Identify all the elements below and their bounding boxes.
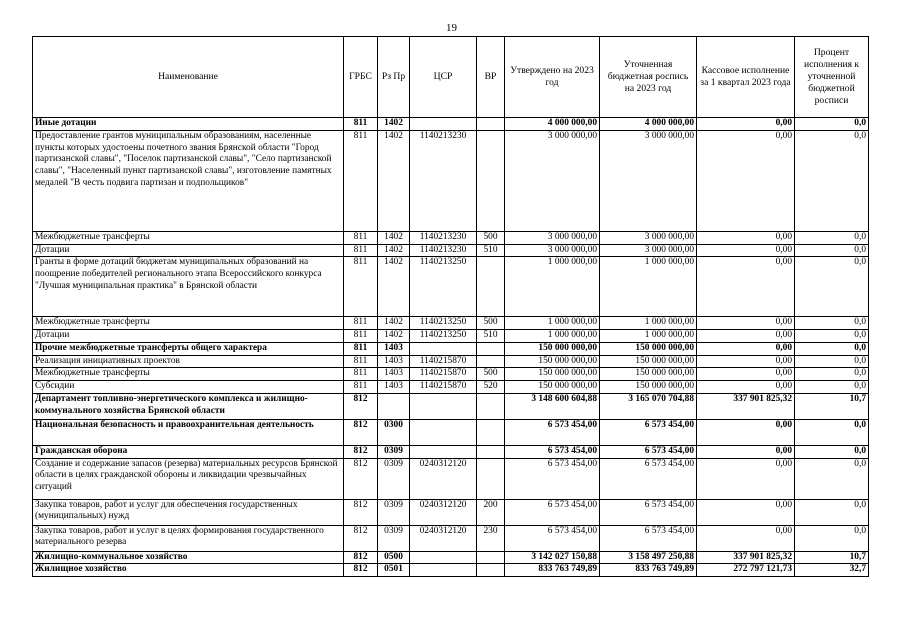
cell-csr xyxy=(410,564,477,577)
header-grbs: ГРБС xyxy=(344,37,378,118)
header-vr: ВР xyxy=(477,37,505,118)
cell-cash: 0,00 xyxy=(697,342,795,355)
cell-csr: 1140213230 xyxy=(410,244,477,257)
cell-refined: 6 573 454,00 xyxy=(600,419,697,445)
cell-csr: 1140213250 xyxy=(410,257,477,317)
cell-name: Реализация инициативных проектов xyxy=(33,355,344,368)
cell-vr xyxy=(477,130,505,231)
table-body xyxy=(33,118,869,577)
cell-cash: 0,00 xyxy=(697,355,795,368)
cell-cash: 0,00 xyxy=(697,419,795,445)
cell-name: Прочие межбюджетные трансферты общего характера xyxy=(33,342,344,355)
cell-csr xyxy=(410,551,477,564)
cell-vr: 510 xyxy=(477,330,505,343)
cell-name: Дотации xyxy=(33,330,344,343)
table-row xyxy=(33,564,869,577)
cell-refined: 1 000 000,00 xyxy=(600,330,697,343)
cell-vr xyxy=(477,355,505,368)
table-row xyxy=(33,257,869,317)
cell-approved: 3 000 000,00 xyxy=(505,244,600,257)
cell-vr xyxy=(477,118,505,131)
cell-rzpr: 1402 xyxy=(378,130,410,231)
cell-csr: 1140215870 xyxy=(410,381,477,394)
cell-rzpr: 1402 xyxy=(378,231,410,244)
cell-grbs: 811 xyxy=(344,330,378,343)
cell-refined: 1 000 000,00 xyxy=(600,317,697,330)
cell-approved: 6 573 454,00 xyxy=(505,419,600,445)
cell-vr: 510 xyxy=(477,244,505,257)
cell-rzpr: 1402 xyxy=(378,118,410,131)
cell-name: Закупка товаров, работ и услуг в целях формирования государственного материального резерва xyxy=(33,525,344,551)
cell-approved: 150 000 000,00 xyxy=(505,381,600,394)
table-row xyxy=(33,551,869,564)
table-row xyxy=(33,317,869,330)
cell-approved: 6 573 454,00 xyxy=(505,499,600,525)
table-row xyxy=(33,231,869,244)
cell-refined: 6 573 454,00 xyxy=(600,458,697,499)
cell-grbs: 812 xyxy=(344,499,378,525)
cell-rzpr: 1403 xyxy=(378,355,410,368)
table-row xyxy=(33,445,869,458)
cell-refined: 3 165 070 704,88 xyxy=(600,393,697,419)
cell-csr: 1140213250 xyxy=(410,330,477,343)
cell-rzpr: 0300 xyxy=(378,419,410,445)
cell-rzpr: 0309 xyxy=(378,525,410,551)
table-row xyxy=(33,499,869,525)
cell-vr: 500 xyxy=(477,368,505,381)
cell-vr xyxy=(477,342,505,355)
cell-vr xyxy=(477,458,505,499)
cell-cash: 0,00 xyxy=(697,317,795,330)
cell-approved: 150 000 000,00 xyxy=(505,368,600,381)
cell-approved: 3 000 000,00 xyxy=(505,231,600,244)
cell-rzpr: 1403 xyxy=(378,368,410,381)
cell-grbs: 811 xyxy=(344,381,378,394)
cell-percent: 0,0 xyxy=(795,244,869,257)
cell-vr xyxy=(477,257,505,317)
cell-rzpr xyxy=(378,393,410,419)
cell-csr: 1140213230 xyxy=(410,231,477,244)
cell-grbs: 811 xyxy=(344,231,378,244)
cell-grbs: 811 xyxy=(344,317,378,330)
cell-rzpr: 1403 xyxy=(378,381,410,394)
cell-name: Межбюджетные трансферты xyxy=(33,317,344,330)
cell-refined: 833 763 749,89 xyxy=(600,564,697,577)
header-name: Наименование xyxy=(33,37,344,118)
cell-vr xyxy=(477,393,505,419)
cell-percent: 0,0 xyxy=(795,355,869,368)
cell-grbs: 811 xyxy=(344,355,378,368)
cell-approved: 3 000 000,00 xyxy=(505,130,600,231)
cell-percent: 0,0 xyxy=(795,499,869,525)
cell-approved: 6 573 454,00 xyxy=(505,458,600,499)
page-number: 19 xyxy=(446,22,457,34)
header-refined: Уточненная бюджетная роспись на 2023 год xyxy=(600,37,697,118)
cell-approved: 150 000 000,00 xyxy=(505,355,600,368)
cell-percent: 0,0 xyxy=(795,381,869,394)
cell-rzpr: 1402 xyxy=(378,244,410,257)
cell-vr: 200 xyxy=(477,499,505,525)
cell-csr: 1140213230 xyxy=(410,130,477,231)
cell-vr: 500 xyxy=(477,231,505,244)
cell-vr xyxy=(477,564,505,577)
cell-percent: 0,0 xyxy=(795,317,869,330)
table-row xyxy=(33,118,869,131)
cell-vr xyxy=(477,551,505,564)
cell-name: Дотации xyxy=(33,244,344,257)
cell-rzpr: 1402 xyxy=(378,257,410,317)
header-csr: ЦСР xyxy=(410,37,477,118)
cell-csr: 1140215870 xyxy=(410,355,477,368)
cell-csr xyxy=(410,342,477,355)
table-row xyxy=(33,244,869,257)
cell-name: Жилищное хозяйство xyxy=(33,564,344,577)
cell-csr: 1140213250 xyxy=(410,317,477,330)
cell-refined: 150 000 000,00 xyxy=(600,355,697,368)
cell-refined: 3 000 000,00 xyxy=(600,244,697,257)
cell-cash: 0,00 xyxy=(697,458,795,499)
cell-percent: 0,0 xyxy=(795,330,869,343)
cell-refined: 6 573 454,00 xyxy=(600,445,697,458)
cell-cash: 0,00 xyxy=(697,244,795,257)
table-row xyxy=(33,355,869,368)
table-row xyxy=(33,368,869,381)
cell-approved: 150 000 000,00 xyxy=(505,342,600,355)
cell-grbs: 811 xyxy=(344,244,378,257)
cell-cash: 0,00 xyxy=(697,330,795,343)
cell-grbs: 811 xyxy=(344,257,378,317)
table-row xyxy=(33,458,869,499)
cell-refined: 6 573 454,00 xyxy=(600,525,697,551)
cell-csr: 0240312120 xyxy=(410,458,477,499)
cell-refined: 6 573 454,00 xyxy=(600,499,697,525)
cell-approved: 1 000 000,00 xyxy=(505,330,600,343)
cell-cash: 0,00 xyxy=(697,118,795,131)
cell-refined: 3 000 000,00 xyxy=(600,130,697,231)
cell-rzpr: 0309 xyxy=(378,499,410,525)
cell-name: Департамент топливно-энергетического комплекса и жилищно-коммунального хозяйства Брянской области xyxy=(33,393,344,419)
cell-percent: 0,0 xyxy=(795,118,869,131)
cell-approved: 1 000 000,00 xyxy=(505,257,600,317)
cell-name: Межбюджетные трансферты xyxy=(33,368,344,381)
cell-name: Гражданская оборона xyxy=(33,445,344,458)
cell-approved: 4 000 000,00 xyxy=(505,118,600,131)
cell-grbs: 812 xyxy=(344,393,378,419)
cell-rzpr: 1402 xyxy=(378,330,410,343)
cell-approved: 6 573 454,00 xyxy=(505,445,600,458)
cell-approved: 6 573 454,00 xyxy=(505,525,600,551)
cell-vr: 500 xyxy=(477,317,505,330)
cell-percent: 10,7 xyxy=(795,551,869,564)
cell-approved: 3 142 027 150,88 xyxy=(505,551,600,564)
cell-percent: 0,0 xyxy=(795,525,869,551)
cell-refined: 4 000 000,00 xyxy=(600,118,697,131)
budget-table xyxy=(32,36,869,577)
cell-approved: 3 148 600 604,88 xyxy=(505,393,600,419)
cell-percent: 0,0 xyxy=(795,419,869,445)
cell-percent: 0,0 xyxy=(795,445,869,458)
cell-percent: 10,7 xyxy=(795,393,869,419)
table-row xyxy=(33,393,869,419)
cell-rzpr: 0309 xyxy=(378,458,410,499)
table-row xyxy=(33,525,869,551)
cell-name: Субсидии xyxy=(33,381,344,394)
cell-percent: 0,0 xyxy=(795,257,869,317)
cell-rzpr: 1402 xyxy=(378,317,410,330)
cell-cash: 337 901 825,32 xyxy=(697,393,795,419)
cell-csr xyxy=(410,118,477,131)
cell-grbs: 811 xyxy=(344,130,378,231)
cell-refined: 150 000 000,00 xyxy=(600,368,697,381)
header-rzpr: Рз Пр xyxy=(378,37,410,118)
table-row xyxy=(33,130,869,231)
cell-csr: 0240312120 xyxy=(410,499,477,525)
cell-vr xyxy=(477,419,505,445)
cell-grbs: 812 xyxy=(344,564,378,577)
table-row xyxy=(33,419,869,445)
cell-cash: 0,00 xyxy=(697,381,795,394)
cell-refined: 150 000 000,00 xyxy=(600,381,697,394)
cell-approved: 833 763 749,89 xyxy=(505,564,600,577)
cell-csr xyxy=(410,419,477,445)
cell-grbs: 811 xyxy=(344,342,378,355)
cell-name: Жилищно-коммунальное хозяйство xyxy=(33,551,344,564)
cell-cash: 337 901 825,32 xyxy=(697,551,795,564)
cell-name: Гранты в форме дотаций бюджетам муниципальных образований на поощрение победителей регионального этапа Всероссийского конкурса "Лучшая муниципальная практика" в Брянской области xyxy=(33,257,344,317)
cell-grbs: 811 xyxy=(344,118,378,131)
cell-csr xyxy=(410,445,477,458)
cell-percent: 0,0 xyxy=(795,342,869,355)
cell-vr xyxy=(477,445,505,458)
cell-csr: 1140215870 xyxy=(410,368,477,381)
cell-refined: 150 000 000,00 xyxy=(600,342,697,355)
cell-grbs: 812 xyxy=(344,551,378,564)
cell-cash: 0,00 xyxy=(697,525,795,551)
cell-cash: 0,00 xyxy=(697,257,795,317)
cell-refined: 3 158 497 250,88 xyxy=(600,551,697,564)
cell-rzpr: 1403 xyxy=(378,342,410,355)
cell-cash: 0,00 xyxy=(697,499,795,525)
table-row xyxy=(33,342,869,355)
cell-grbs: 812 xyxy=(344,458,378,499)
cell-cash: 0,00 xyxy=(697,445,795,458)
cell-name: Иные дотации xyxy=(33,118,344,131)
table-row xyxy=(33,381,869,394)
cell-vr: 520 xyxy=(477,381,505,394)
cell-cash: 0,00 xyxy=(697,368,795,381)
header-cash: Кассовое исполнение за 1 квартал 2023 года xyxy=(697,37,795,118)
cell-approved: 1 000 000,00 xyxy=(505,317,600,330)
cell-rzpr: 0501 xyxy=(378,564,410,577)
header-approved: Утверждено на 2023 год xyxy=(505,37,600,118)
cell-rzpr: 0500 xyxy=(378,551,410,564)
cell-cash: 0,00 xyxy=(697,130,795,231)
cell-grbs: 812 xyxy=(344,525,378,551)
cell-name: Межбюджетные трансферты xyxy=(33,231,344,244)
cell-percent: 0,0 xyxy=(795,368,869,381)
cell-name: Закупка товаров, работ и услуг для обеспечения государственных (муниципальных) нужд xyxy=(33,499,344,525)
cell-rzpr: 0309 xyxy=(378,445,410,458)
cell-grbs: 811 xyxy=(344,368,378,381)
cell-refined: 1 000 000,00 xyxy=(600,257,697,317)
cell-percent: 32,7 xyxy=(795,564,869,577)
table-row xyxy=(33,330,869,343)
cell-name: Создание и содержание запасов (резерва) материальных ресурсов Брянской области в целях гражданской обороны и ликвидации чрезвычайных ситуаций xyxy=(33,458,344,499)
cell-grbs: 812 xyxy=(344,445,378,458)
cell-cash: 0,00 xyxy=(697,231,795,244)
cell-percent: 0,0 xyxy=(795,231,869,244)
cell-cash: 272 797 121,73 xyxy=(697,564,795,577)
cell-grbs: 812 xyxy=(344,419,378,445)
cell-csr xyxy=(410,393,477,419)
cell-name: Национальная безопасность и правоохранительная деятельность xyxy=(33,419,344,445)
cell-vr: 230 xyxy=(477,525,505,551)
cell-percent: 0,0 xyxy=(795,130,869,231)
header-percent: Процент исполнения к уточненной бюджетной росписи xyxy=(795,37,869,118)
table-header-row xyxy=(33,37,869,118)
cell-csr: 0240312120 xyxy=(410,525,477,551)
cell-name: Предоставление грантов муниципальным образованиям, населенные пункты которых удостоены почетного звания Брянской области "Город партизанской славы", "Поселок партизанской славы", "Село партизанской славы", "Населенный пункт партизанской славы", изготовление памятных медалей "В честь подвига партизан и подпольщиков" xyxy=(33,130,344,231)
cell-percent: 0,0 xyxy=(795,458,869,499)
cell-refined: 3 000 000,00 xyxy=(600,231,697,244)
